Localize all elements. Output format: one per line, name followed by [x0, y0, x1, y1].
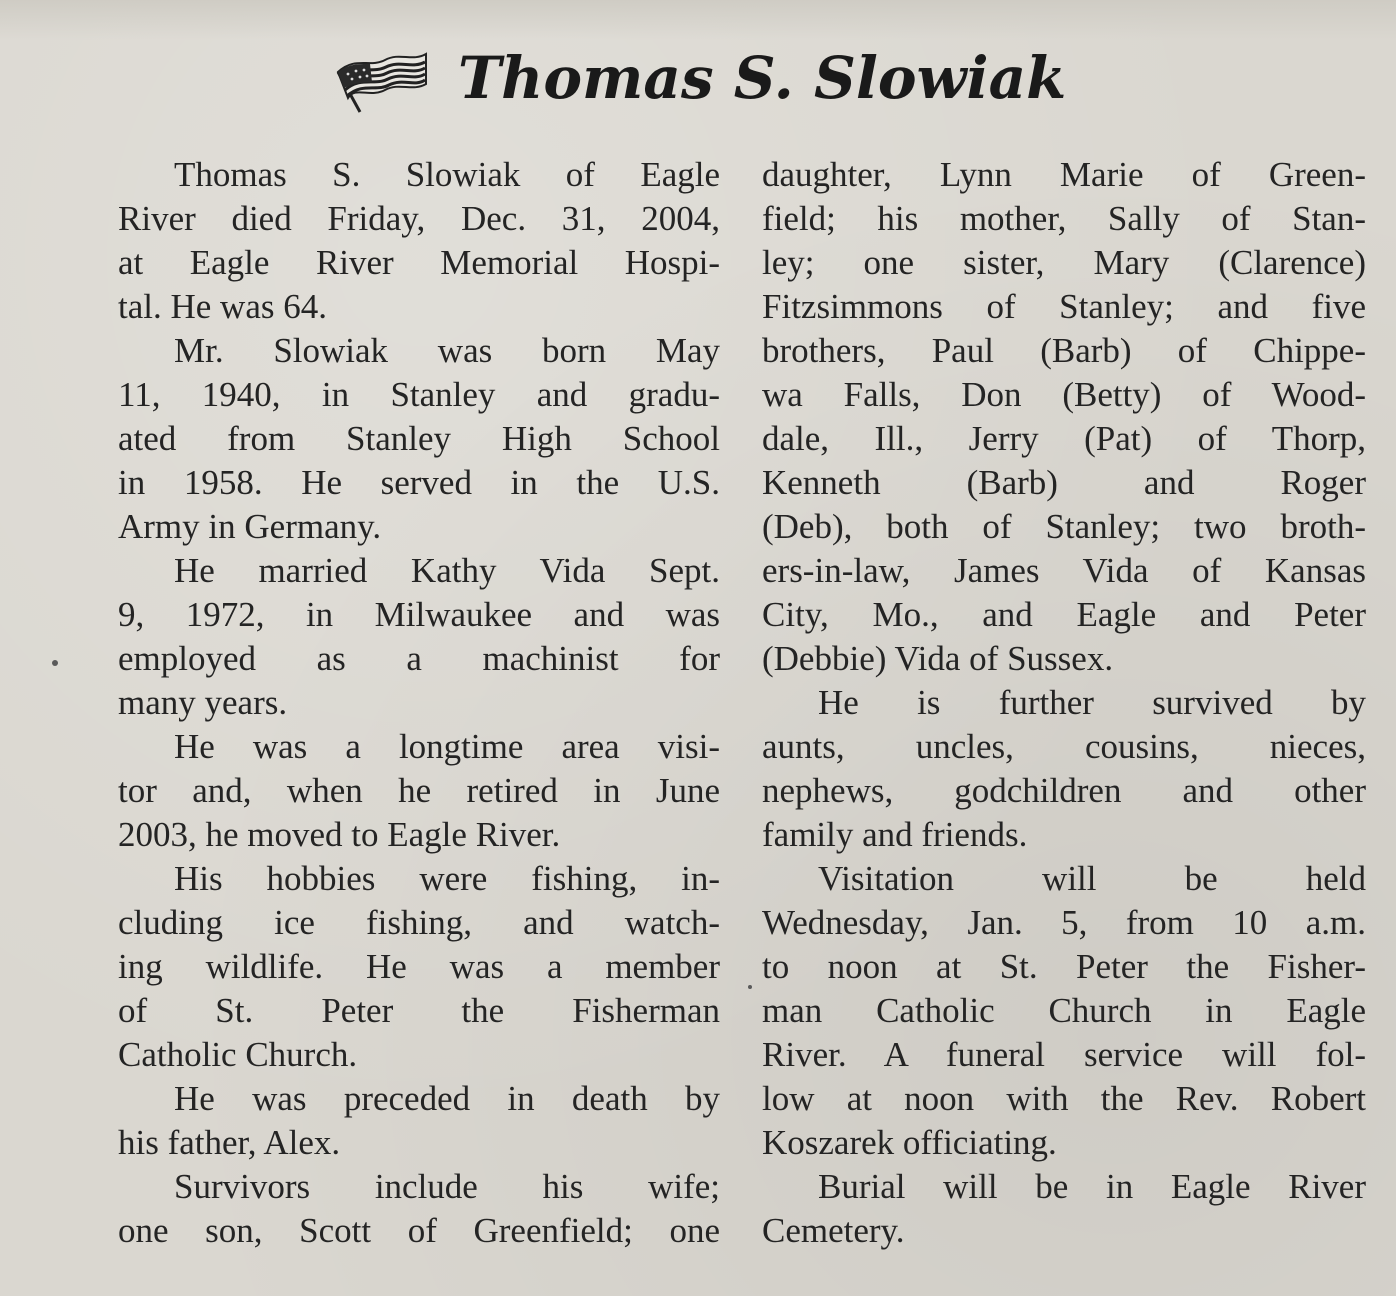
obituary-title: Thomas S. Slowiak [458, 44, 1067, 112]
text-line: man Catholic Church in Eagle [762, 991, 1366, 1030]
text-line: to noon at St. Peter the Fisher- [762, 947, 1366, 986]
text-line: City, Mo., and Eagle and Peter [762, 595, 1366, 634]
text-line: 2003, he moved to Eagle River. [118, 815, 561, 854]
text-line: River died Friday, Dec. 31, 2004, [118, 199, 720, 238]
american-flag-icon [330, 42, 430, 114]
text-line: River. A funeral service will fol- [762, 1035, 1366, 1074]
text-line: His hobbies were fishing, in- [174, 859, 720, 898]
text-line: Cemetery. [762, 1211, 905, 1250]
text-line: tor and, when he retired in June [118, 771, 720, 810]
text-line: family and friends. [762, 815, 1028, 854]
text-line: Fitzsimmons of Stanley; and five [762, 287, 1366, 326]
right-column [762, 153, 1366, 1253]
print-speck [748, 985, 752, 989]
text-line: his father, Alex. [118, 1123, 341, 1162]
text-line: Survivors include his wife; [174, 1167, 720, 1206]
text-line: cluding ice fishing, and watch- [118, 903, 720, 942]
text-line: He was a longtime area visi- [174, 727, 720, 766]
text-line: Kenneth (Barb) and Roger [762, 463, 1366, 502]
top-bleed-shadow [0, 0, 1396, 40]
text-line: at Eagle River Memorial Hospi- [118, 243, 720, 282]
text-line: of St. Peter the Fisherman [118, 991, 720, 1030]
text-line: Catholic Church. [118, 1035, 358, 1074]
text-line: ing wildlife. He was a member [118, 947, 720, 986]
text-line: (Deb), both of Stanley; two broth- [762, 507, 1366, 546]
text-line: field; his mother, Sally of Stan- [762, 199, 1366, 238]
text-line: 9, 1972, in Milwaukee and was [118, 595, 720, 634]
text-line: ated from Stanley High School [118, 419, 720, 458]
text-line: Army in Germany. [118, 507, 382, 546]
text-line: dale, Ill., Jerry (Pat) of Thorp, [762, 419, 1366, 458]
text-line: He was preceded in death by [174, 1079, 720, 1118]
text-line: Wednesday, Jan. 5, from 10 a.m. [762, 903, 1366, 942]
text-line: brothers, Paul (Barb) of Chippe- [762, 331, 1366, 370]
text-line: Thomas S. Slowiak of Eagle [174, 155, 720, 194]
text-line: Mr. Slowiak was born May [174, 331, 720, 370]
text-line: He married Kathy Vida Sept. [174, 551, 720, 590]
text-line: tal. He was 64. [118, 287, 327, 326]
text-line: Koszarek officiating. [762, 1123, 1057, 1162]
text-line: 11, 1940, in Stanley and gradu- [118, 375, 720, 414]
text-line: Visitation will be held [818, 859, 1366, 898]
text-line: one son, Scott of Greenfield; one [118, 1211, 720, 1250]
left-column [118, 153, 720, 1253]
text-line: daughter, Lynn Marie of Green- [762, 155, 1366, 194]
text-line: wa Falls, Don (Betty) of Wood- [762, 375, 1366, 414]
text-line: ers-in-law, James Vida of Kansas [762, 551, 1366, 590]
text-line: He is further survived by [818, 683, 1366, 722]
print-speck [52, 660, 58, 666]
text-line: many years. [118, 683, 288, 722]
text-line: low at noon with the Rev. Robert [762, 1079, 1366, 1118]
text-line: Burial will be in Eagle River [818, 1167, 1366, 1206]
obituary-header [330, 38, 1090, 118]
text-line: nephews, godchildren and other [762, 771, 1366, 810]
text-line: (Debbie) Vida of Sussex. [762, 639, 1114, 678]
text-line: in 1958. He served in the U.S. [118, 463, 720, 502]
text-line: employed as a machinist for [118, 639, 720, 678]
text-line: ley; one sister, Mary (Clarence) [762, 243, 1366, 282]
text-line: aunts, uncles, cousins, nieces, [762, 727, 1366, 766]
